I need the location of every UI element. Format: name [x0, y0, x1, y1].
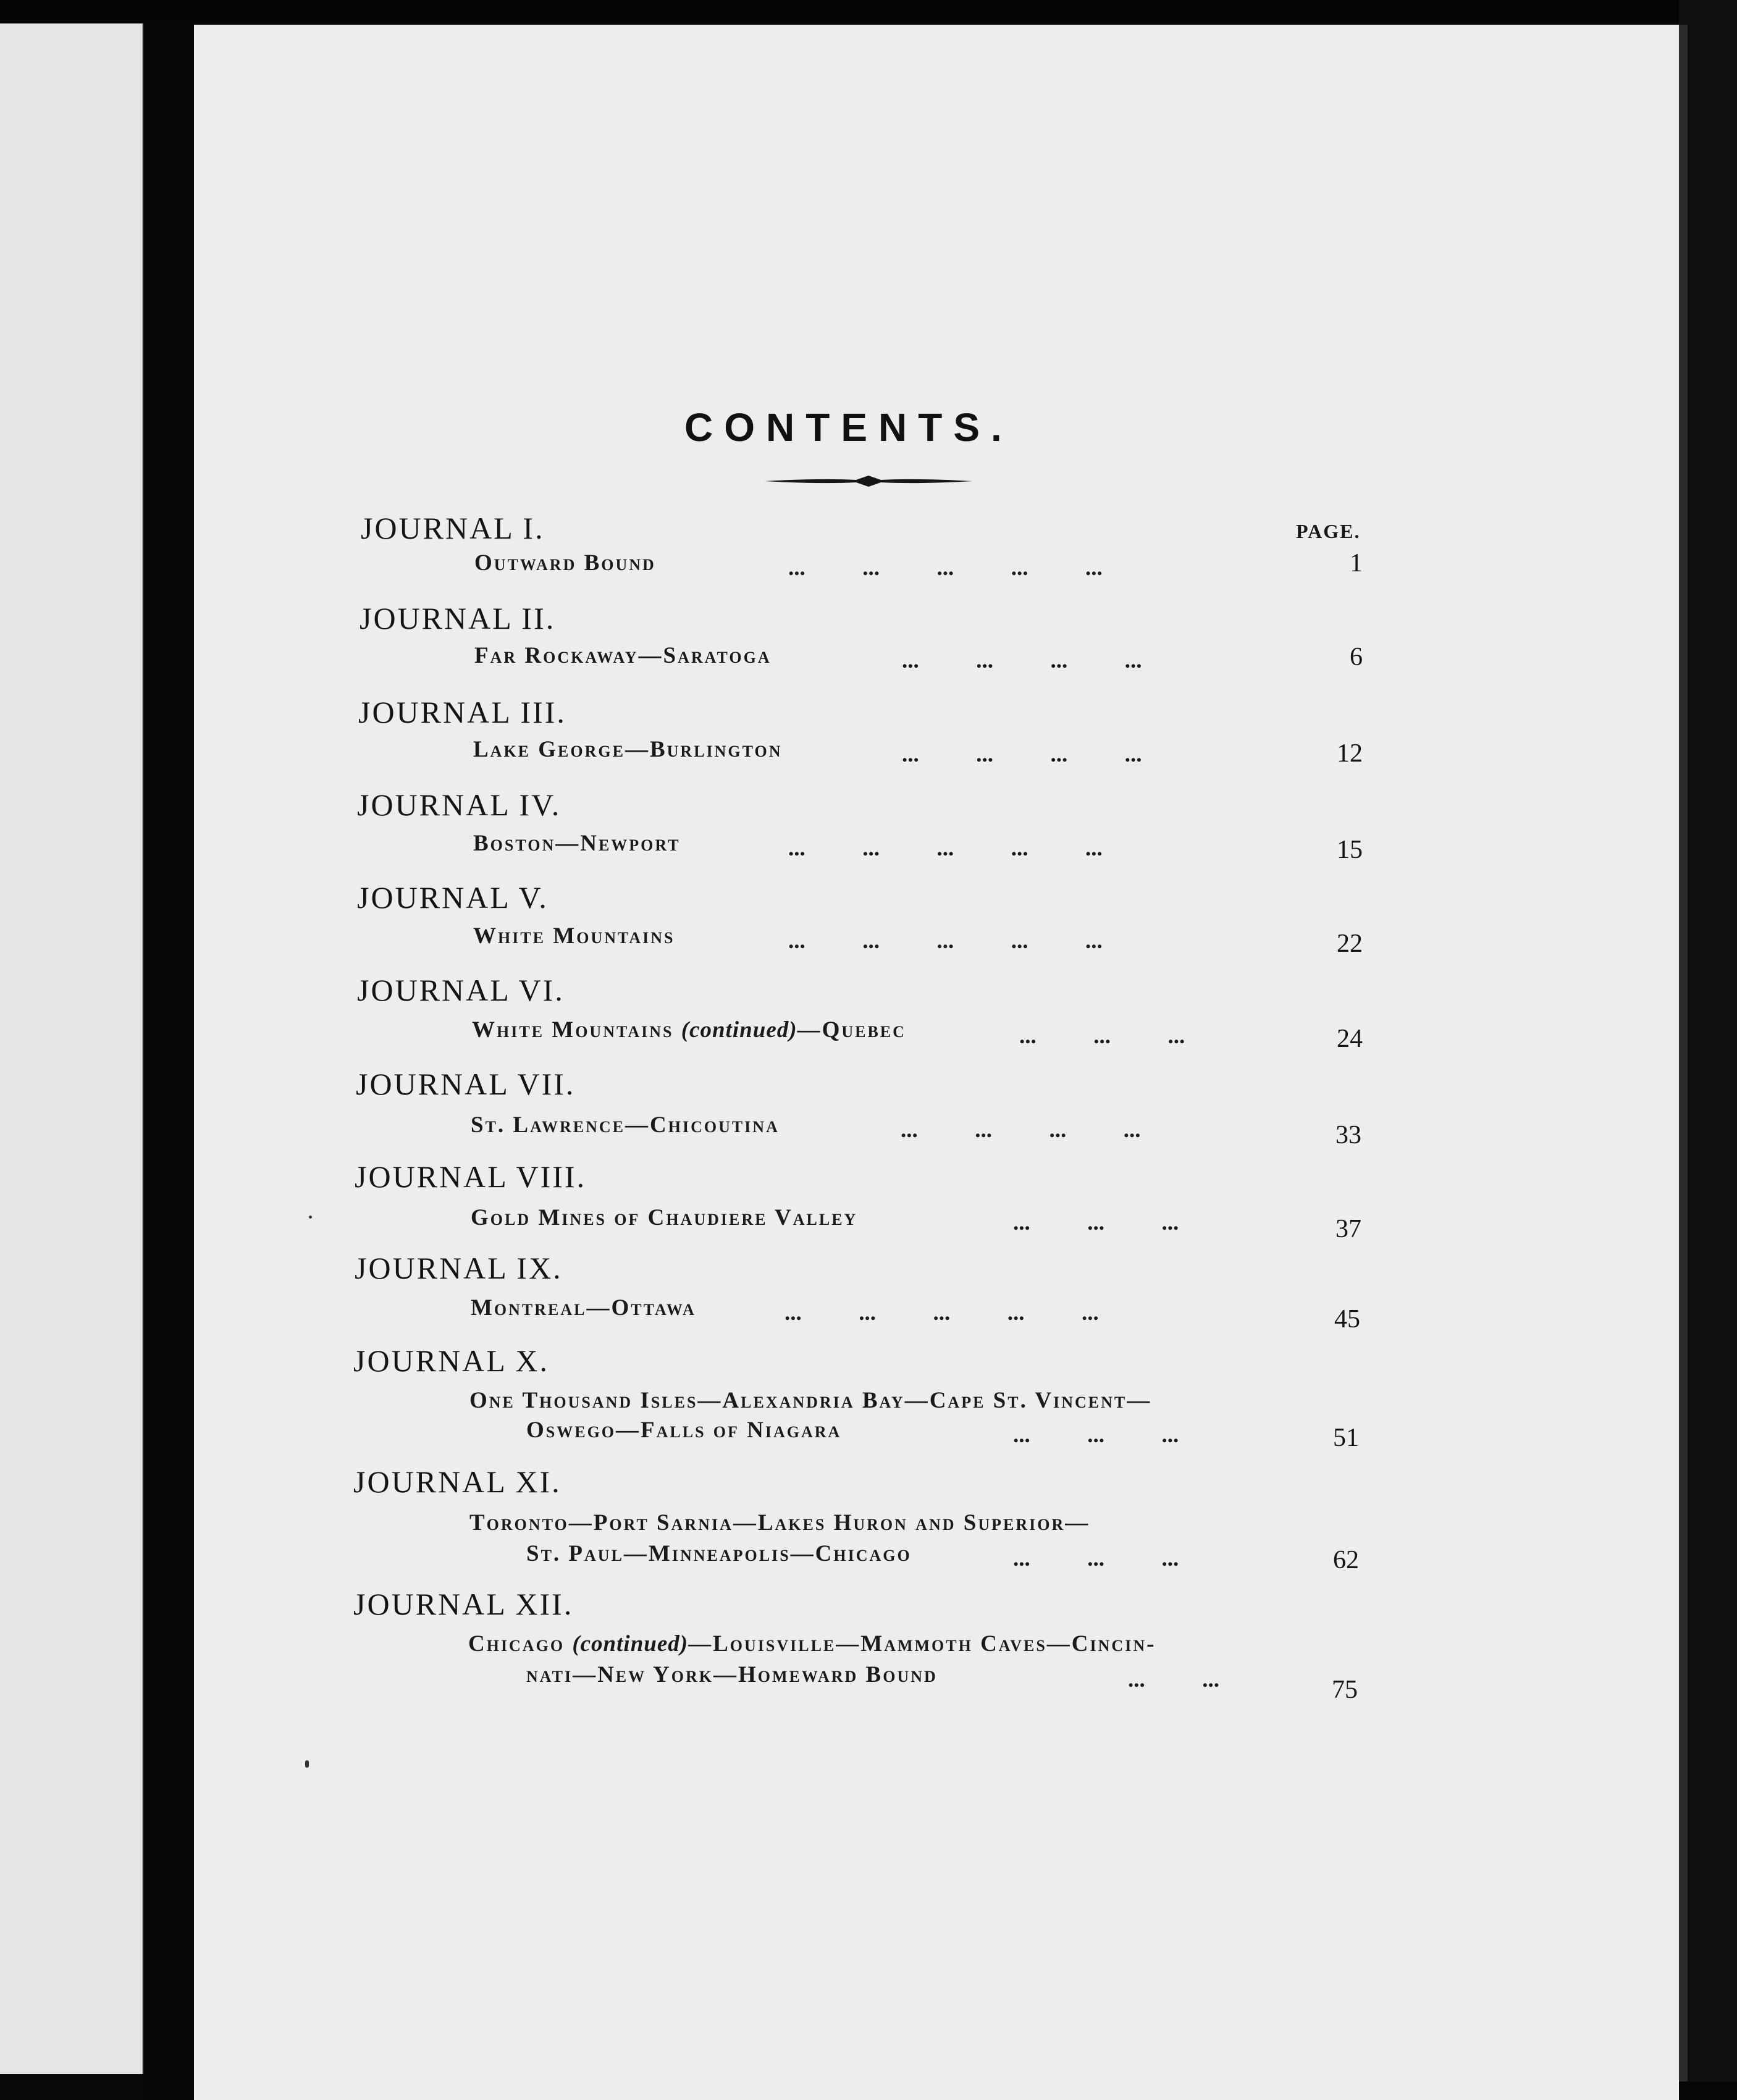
scan-right-border: [1679, 0, 1737, 2100]
dot-leader: ... ... ... ... ...: [788, 836, 1103, 861]
journal-heading: JOURNAL III.: [358, 695, 566, 729]
page-number: 33: [1335, 1121, 1361, 1149]
journal-entry-title: Gold Mines of Chaudiere Valley: [471, 1205, 858, 1230]
contents-page: [194, 25, 1679, 2100]
journal-entry-title-continued: nati—New York—Homeward Bound: [526, 1662, 938, 1687]
page-number: 62: [1333, 1546, 1359, 1574]
page-number: 45: [1334, 1305, 1360, 1334]
journal-heading: JOURNAL XII.: [353, 1587, 574, 1621]
dot-leader: ... ... ...: [1013, 1210, 1179, 1235]
page-number: 24: [1337, 1025, 1363, 1053]
journal-heading: JOURNAL VI.: [357, 973, 565, 1007]
journal-entry-title: Montreal—Ottawa: [471, 1295, 696, 1321]
scan-speck: [305, 1760, 309, 1768]
journal-entry-title: One Thousand Isles—Alexandria Bay—Cape St. Vincent—: [469, 1388, 1152, 1413]
scan-top-border: [0, 0, 1737, 23]
journal-heading: JOURNAL V.: [357, 880, 549, 915]
left-page-edge: [0, 23, 143, 2074]
page-number: 6: [1350, 643, 1363, 671]
journal-heading: JOURNAL I.: [361, 511, 545, 545]
dot-leader: ... ... ...: [1013, 1546, 1179, 1571]
journal-heading: JOURNAL II.: [360, 601, 556, 636]
dot-leader: ... ... ... ...: [902, 648, 1142, 673]
journal-entry-title: White Mountains: [473, 923, 675, 949]
page-title: CONTENTS.: [684, 405, 1013, 450]
journal-entry-title: Outward Bound: [474, 550, 656, 576]
journal-entry-title: Chicago (continued)—Louisville—Mammoth Caves—Cincin-: [468, 1631, 1156, 1657]
page-column-header: PAGE.: [1296, 520, 1361, 542]
journal-entry-title: St. Lawrence—Chicoutina: [471, 1112, 780, 1138]
journal-heading: JOURNAL XI.: [353, 1464, 561, 1499]
page-number: 75: [1332, 1676, 1358, 1704]
journal-heading: JOURNAL X.: [353, 1343, 550, 1378]
journal-heading: JOURNAL IV.: [357, 788, 561, 822]
page-number: 22: [1337, 930, 1363, 958]
page-number: 15: [1337, 836, 1363, 864]
page-number: 1: [1350, 549, 1363, 578]
journal-entry-title: Far Rockaway—Saratoga: [474, 643, 772, 668]
dot-leader: ... ... ... ... ...: [784, 1300, 1099, 1325]
dot-leader: ... ... ... ... ...: [788, 555, 1103, 581]
dot-leader: ... ... ... ... ...: [788, 928, 1103, 954]
journal-entry-title: Lake George—Burlington: [473, 737, 783, 762]
page-number: 12: [1337, 739, 1363, 768]
journal-entry-title-continued: St. Paul—Minneapolis—Chicago: [526, 1541, 912, 1566]
scan-speck: [309, 1216, 312, 1219]
journal-entry-title: Boston—Newport: [473, 831, 681, 856]
dot-leader: ... ... ... ...: [901, 1117, 1141, 1143]
journal-entry-title: Toronto—Port Sarnia—Lakes Huron and Superior—: [469, 1510, 1090, 1535]
dot-leader: ... ...: [1128, 1667, 1219, 1692]
title-ornament: [763, 474, 974, 488]
journal-heading: JOURNAL VII.: [356, 1067, 576, 1101]
dot-leader: ... ... ...: [1019, 1023, 1185, 1049]
dot-leader: ... ... ...: [1013, 1422, 1179, 1448]
dot-leader: ... ... ... ...: [902, 742, 1142, 767]
page-number: 51: [1333, 1424, 1359, 1452]
book-spine-shadow: [143, 23, 194, 2100]
page-number: 37: [1335, 1215, 1361, 1243]
journal-entry-title-continued: Oswego—Falls of Niagara: [526, 1418, 842, 1443]
journal-entry-title: White Mountains (continued)—Quebec: [472, 1017, 906, 1043]
journal-heading: JOURNAL IX.: [355, 1251, 563, 1285]
journal-heading: JOURNAL VIII.: [355, 1159, 587, 1194]
